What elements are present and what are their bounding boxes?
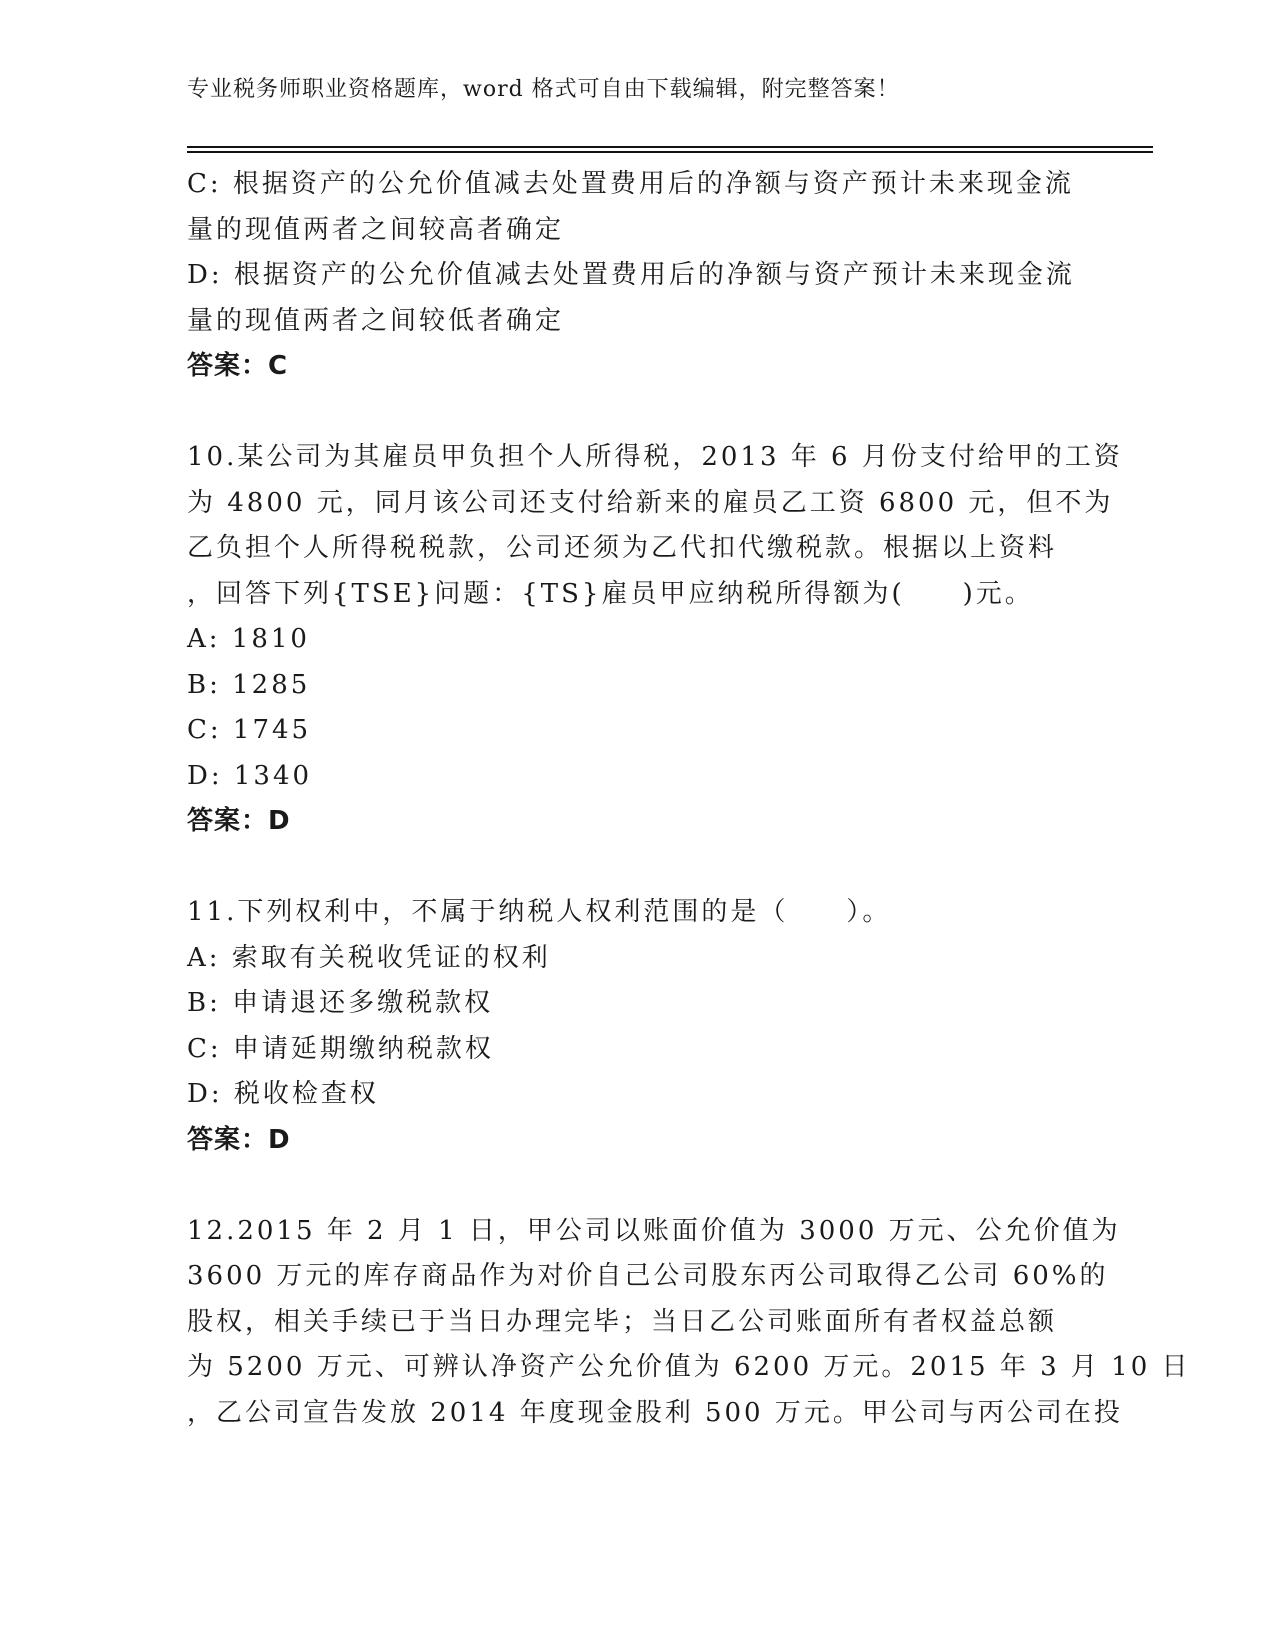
question-text-line-4: ，回答下列{TSE}问题：{TS}雇员甲应纳税所得额为( )元。 bbox=[187, 578, 1034, 609]
header-rule-bottom bbox=[187, 151, 1153, 153]
option-d: D: 1340 bbox=[187, 760, 313, 791]
option-a: A: 索取有关税收凭证的权利 bbox=[187, 942, 551, 973]
question-text-line-2: 为 4800 元，同月该公司还支付给新来的雇员乙工资 6800 元，但不为 bbox=[187, 487, 1114, 518]
question-text-line-3: 乙负担个人所得税税款，公司还须为乙代扣代缴税款。根据以上资料 bbox=[187, 533, 1058, 563]
question-11 bbox=[187, 890, 1077, 1163]
option-b: B: 1285 bbox=[187, 669, 311, 700]
question-text-line-3: 股权，相关手续已于当日办理完毕；当日乙公司账面所有者权益总额 bbox=[187, 1306, 1058, 1337]
answer: 答案：D bbox=[187, 806, 291, 836]
option-a: A: 1810 bbox=[187, 624, 310, 654]
option-c: C: 申请延期缴纳税款权 bbox=[187, 1033, 494, 1064]
question-text-line-5: ，乙公司宣告发放 2014 年度现金股利 500 万元。甲公司与丙公司在投 bbox=[187, 1397, 1123, 1428]
answer: 答案：D bbox=[187, 1124, 291, 1155]
option-c: C: 1745 bbox=[187, 715, 312, 745]
question-text-line-1: 11.下列权利中，不属于纳税人权利范围的是（ ）。 bbox=[187, 897, 892, 927]
question-9 bbox=[187, 162, 1077, 390]
spacer bbox=[187, 845, 1077, 891]
spacer bbox=[187, 1163, 1077, 1209]
question-text-line-4: 为 5200 万元、可辨认净资产公允价值为 6200 万元。2015 年 3 月 10 日 bbox=[187, 1352, 1191, 1382]
option-d-line-1: D: 根据资产的公允价值减去处置费用后的净额与资产预计未来现金流 bbox=[187, 260, 1075, 290]
question-10 bbox=[187, 435, 1123, 845]
question-12 bbox=[187, 1209, 1191, 1437]
question-text-line-1: 12.2015 年 2 月 1 日，甲公司以账面价值为 3000 万元、公允价值为 bbox=[187, 1215, 1121, 1246]
option-b: B: 申请退还多缴税款权 bbox=[187, 988, 494, 1018]
option-c-line-2: 量的现值两者之间较高者确定 bbox=[187, 214, 565, 245]
option-c-line-1: C: 根据资产的公允价值减去处置费用后的净额与资产预计未来现金流 bbox=[187, 169, 1074, 199]
option-d: D: 税收检查权 bbox=[187, 1079, 379, 1109]
question-text-line-2: 3600 万元的库存商品作为对价自己公司股东丙公司取得乙公司 60%的 bbox=[187, 1261, 1109, 1291]
document-body bbox=[187, 162, 1191, 1436]
answer: 答案：C bbox=[187, 351, 289, 381]
page-header: 专业税务师职业资格题库，word 格式可自由下载编辑，附完整答案！ bbox=[187, 77, 900, 102]
option-d-line-2: 量的现值两者之间较低者确定 bbox=[187, 305, 565, 336]
header-rule-top bbox=[187, 146, 1153, 148]
question-text-line-1: 10.某公司为其雇员甲负担个人所得税，2013 年 6 月份支付给甲的工资 bbox=[187, 442, 1123, 472]
spacer bbox=[187, 390, 1077, 436]
